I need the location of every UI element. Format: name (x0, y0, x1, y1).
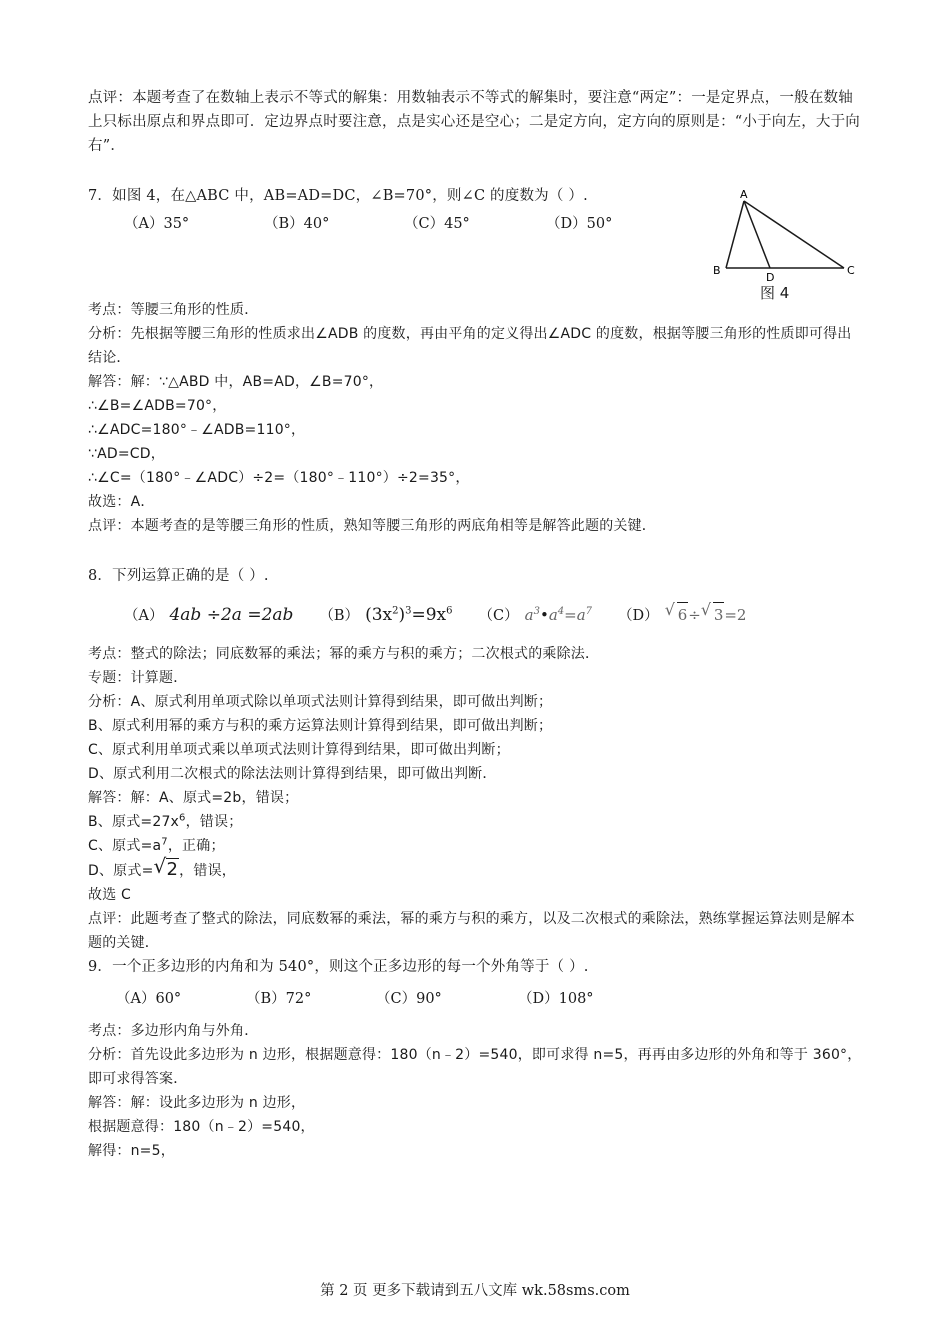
page-footer: 第 2 页 更多下载请到五八文库 wk.58sms.com (320, 1283, 630, 1299)
label-d: D (766, 271, 775, 284)
q8-fenxi-3: C、原式利用单项式乘以单项式法则计算得到结果，即可做出判断； (88, 742, 510, 758)
q9-option-a: （A）60° (116, 991, 182, 1007)
q8-fenxi-4: D、原式利用二次根式的除法法则计算得到结果，即可做出判断． (88, 766, 497, 782)
q7-option-c: （C）45° (404, 216, 470, 232)
side-ab (726, 201, 744, 268)
q8-stem: 8．下列运算正确的是（ ）. (88, 568, 269, 584)
q8-jieda-a: 解答：解：A、原式=2b，错误； (88, 790, 299, 806)
q7-stem: 7．如图 4，在△ABC 中，AB=AD=DC，∠B=70°，则∠C 的度数为（ ）. (88, 188, 588, 204)
sqrt-symbol: √ 2 (153, 854, 179, 880)
triangle-diagram (708, 184, 868, 284)
label-b: B (713, 264, 721, 277)
q9-options (88, 987, 864, 1011)
q8-option-a: （A） 4ab ÷2a =2ab (124, 605, 294, 625)
q7-kaodian: 考点：等腰三角形的性质． (88, 302, 259, 318)
q8-options (88, 602, 864, 628)
q8-jieda-end: 故选 C (88, 887, 132, 903)
q8-jieda-d: D、原式= √ 2，错误， (88, 854, 236, 880)
q8-jieda-b: B、原式$=27x^6$，错误； (88, 812, 243, 830)
q9-kaodian: 考点：多边形内角与外角． (88, 1023, 259, 1039)
q7-jieda-3: ∴∠ADC=180°﹣∠ADB=110°， (88, 422, 306, 438)
triangle-figure (708, 184, 868, 304)
figure-caption: 图 4 (760, 284, 790, 302)
q8-zhuanti: 专题：计算题． (88, 670, 188, 686)
q7-jieda-2: ∴∠B=∠ADB=70°， (88, 398, 227, 414)
q9-jieda-3: 解得：n=5， (88, 1143, 175, 1159)
q7-option-d: （D）50° (546, 216, 613, 232)
q7-option-a: （A）35° (124, 216, 190, 232)
label-c: C (847, 264, 855, 277)
q8-dianping: 点评：此题考查了整式的除法，同底数幂的乘法，幂的乘方与积的乘方，以及二次根式的乘除法，熟练掌握运算法则是解本题的关键． (88, 911, 855, 951)
label-a: A (740, 188, 748, 201)
q8-fenxi-2: B、原式利用幂的乘方与积的乘方运算法则计算得到结果，即可做出判断； (88, 718, 553, 734)
segment-ad (744, 201, 770, 268)
q8-fenxi-1: 分析：A、原式利用单项式除以单项式法则计算得到结果，即可做出判断； (88, 694, 553, 710)
q9-jieda-1: 解答：解：设此多边形为 n 边形， (88, 1095, 306, 1111)
q7-jieda-5: ∴∠C=（180°﹣∠ADC）÷2=（180°﹣110°）÷2=35°， (88, 470, 470, 486)
q9-stem: 9．一个正多边形的内角和为 540°，则这个正多边形的每一个外角等于（ ）. (88, 959, 589, 975)
q7-fenxi: 分析：先根据等腰三角形的性质求出∠ADB 的度数，再由平角的定义得出∠ADC 的度数，根据等腰三角形的性质即可得出结论． (88, 326, 852, 366)
q7-dianping: 点评：本题考查的是等腰三角形的性质，熟知等腰三角形的两底角相等是解答此题的关键． (88, 518, 656, 534)
q9-option-c: （C）90° (376, 991, 442, 1007)
sqrt-symbol: √ 6 (665, 602, 689, 627)
q8-kaodian: 考点：整式的除法；同底数幂的乘法；幂的乘方与积的乘方；二次根式的乘除法． (88, 646, 600, 662)
q7-jieda-4: ∵AD=CD， (88, 446, 165, 462)
q9-option-d: （D）108° (518, 991, 594, 1007)
q8-option-d: （D） √ 6÷ √ 3=2 (618, 602, 746, 628)
q8-jieda-c: C、原式$=a^7$，正确； (88, 836, 225, 854)
q8-option-b: （B） $(3x^2)^3=9x^6$ (319, 605, 453, 625)
q7-option-b: （B）40° (264, 216, 330, 232)
q9-jieda-2: 根据题意得：180（n﹣2）=540， (88, 1119, 315, 1135)
q7-jieda-1: 解答：解：∵△ABD 中，AB=AD，∠B=70°， (88, 374, 384, 390)
q7-jieda-6: 故选：A． (88, 494, 155, 510)
sqrt-symbol: √ 3 (701, 602, 725, 627)
q8-option-c: （C） $a^3•a^4=a^7$ (478, 606, 593, 624)
side-ac (744, 201, 844, 268)
q9-option-b: （B）72° (246, 991, 312, 1007)
intro-comment: 点评：本题考查了在数轴上表示不等式的解集：用数轴表示不等式的解集时，要注意“两定”：一是定界点，一般在数轴上只标出原点和界点即可．定边界点时要注意，点是实心还是空心；二是定方向，定方向的原则是：“小于向左，大于向右”． (88, 90, 861, 154)
q9-fenxi: 分析：首先设此多边形为 n 边形，根据题意得：180（n﹣2）=540，即可求得 n=5，再再由多边形的外角和等于 360°，即可求得答案． (88, 1047, 862, 1087)
